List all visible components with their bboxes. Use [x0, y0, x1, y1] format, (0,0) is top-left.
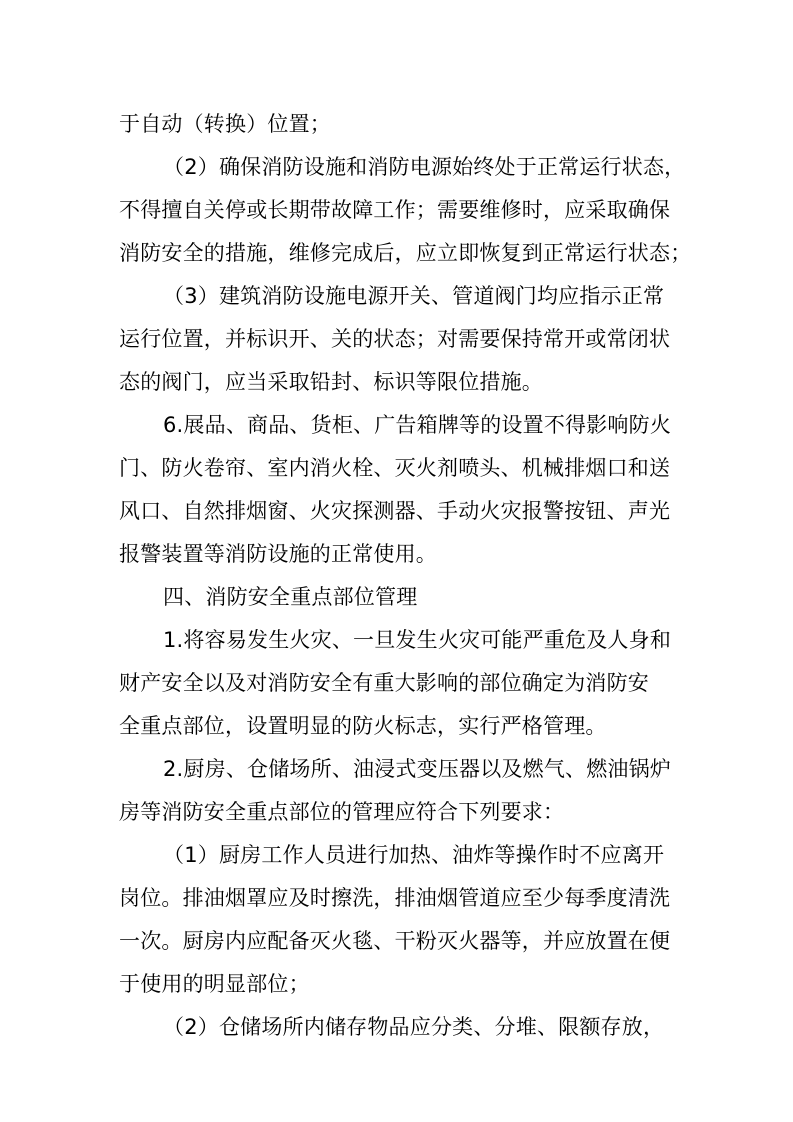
text-line: 财产安全以及对消防安全有重大影响的部位确定为消防安: [119, 671, 649, 695]
text-line: 6.展品、商品、货柜、广告箱牌等的设置不得影响防火: [163, 413, 672, 437]
text-line: 不得擅自关停或长期带故障工作；需要维修时，应采取确保: [119, 198, 671, 222]
text-line: 消防安全的措施，维修完成后，应立即恢复到正常运行状态；: [119, 241, 692, 265]
text-line: 门、防火卷帘、室内消火栓、灭火剂喷头、机械排烟口和送: [119, 456, 671, 480]
text-line: 运行位置，并标识开、关的状态；对需要保持常开或常闭状: [119, 327, 671, 351]
text-line: （1）厨房工作人员进行加热、油炸等操作时不应离开: [163, 843, 665, 867]
text-line: 于使用的明显部位；: [119, 972, 310, 996]
text-line: （2）仓储场所内储存物品应分类、分堆、限额存放，: [163, 1015, 665, 1039]
text-line: 于自动（转换）位置；: [119, 112, 331, 136]
text-line: 房等消防安全重点部位的管理应符合下列要求：: [119, 800, 565, 824]
section-heading: 四、消防安全重点部位管理: [163, 585, 418, 609]
text-line: 岗位。排油烟罩应及时擦洗，排油烟管道应至少每季度清洗: [119, 886, 671, 910]
text-line: （2）确保消防设施和消防电源始终处于正常运行状态，: [163, 155, 686, 179]
text-line: 1.将容易发生火灾、一旦发生火灾可能严重危及人身和: [163, 628, 672, 652]
text-line: 全重点部位，设置明显的防火标志，实行严格管理。: [119, 714, 607, 738]
text-line: 态的阀门，应当采取铅封、标识等限位措施。: [119, 370, 543, 394]
text-line: 风口、自然排烟窗、火灾探测器、手动火灾报警按钮、声光: [119, 499, 671, 523]
text-line: 一次。厨房内应配备灭火毯、干粉灭火器等，并应放置在便: [119, 929, 671, 953]
text-line: 2.厨房、仓储场所、油浸式变压器以及燃气、燃油锅炉: [163, 757, 672, 781]
text-line: （3）建筑消防设施电源开关、管道阀门均应指示正常: [163, 284, 665, 308]
text-line: 报警装置等消防设施的正常使用。: [119, 542, 437, 566]
